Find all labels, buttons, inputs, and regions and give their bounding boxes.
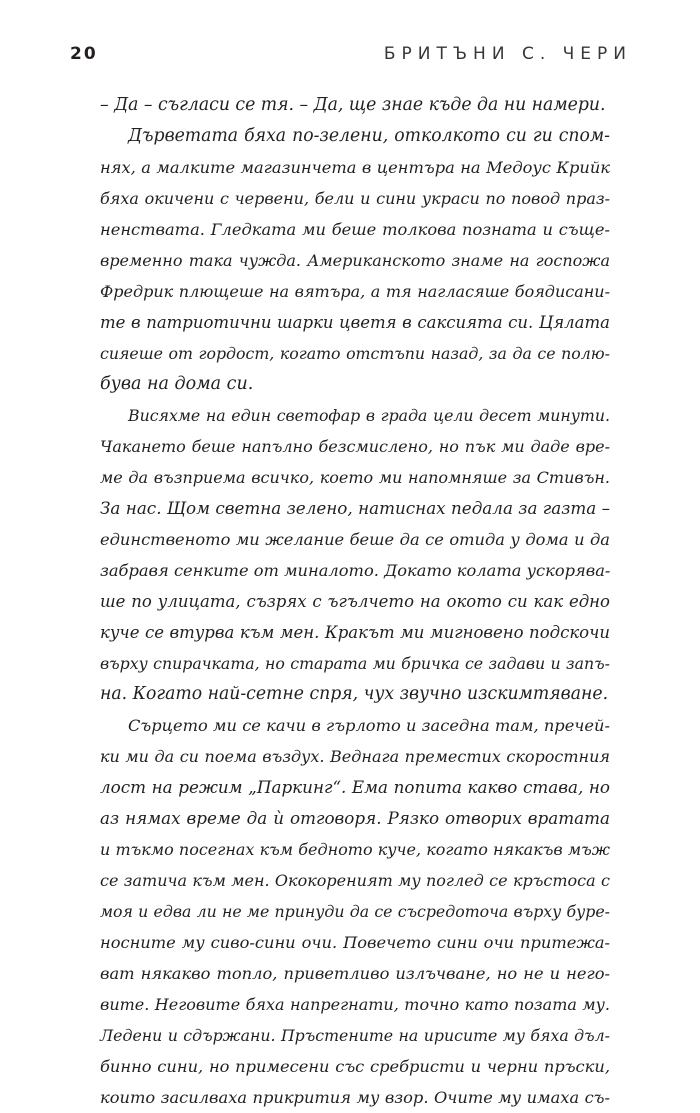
text-line: временно така чужда. Американското знаме на госпожа — [100, 251, 610, 270]
text-line: нях, а малките магазинчета в центъра на Медоус Крийк — [100, 158, 610, 177]
text-line: на. Когато най-сетне спря, чух звучно изскимтяване. — [100, 684, 609, 704]
text-line: те в патриотични шарки цветя в саксията си. Цялата — [100, 313, 610, 332]
text-line: носните му сиво-сини очи. Повечето сини очи притежа- — [100, 933, 610, 952]
text-line: бинно сини, но примесени със сребристи и черни пръски, — [100, 1057, 610, 1076]
text-line: бяха окичени с червени, бели и сини украси по повод праз- — [100, 189, 610, 208]
body-text — [100, 90, 610, 1113]
text-line: върху спирачката, но старата ми бричка се задави и запъ- — [100, 654, 610, 673]
page-number: 20 — [70, 44, 98, 64]
text-line: бува на дома си. — [100, 374, 254, 394]
text-line: вите. Неговите бяха напрегнати, точно като позата му. — [100, 995, 610, 1014]
text-line: сияеше от гордост, когато отстъпи назад, за да се полю- — [100, 344, 610, 363]
text-line: куче се втурва към мен. Кракът ми мигновено подскочи — [100, 623, 610, 642]
text-line: забравя сенките от миналото. Докато колата ускорява- — [100, 561, 611, 580]
page-header — [70, 44, 632, 72]
running-head-author: БРИТЪНИ С. ЧЕРИ — [383, 44, 632, 64]
text-line: и тъкмо посегнах към бедното куче, когато някакъв мъж — [100, 840, 610, 859]
text-line: Фредрик плющеше на вятъра, а тя нагласяше боядисани- — [100, 282, 610, 301]
text-line: лост на режим „Паркинг“. Ема попита какво става, но — [100, 777, 610, 797]
text-line: ват някакво топло, приветливо излъчване, но не и него- — [100, 964, 610, 983]
text-line: ме да възприема всичко, което ми напомняше за Стивън. — [100, 468, 610, 487]
text-line: които засилваха прикрития му взор. Очите му имаха съ- — [100, 1088, 610, 1107]
text-line: ки ми да си поема въздух. Веднага преместих скоростния — [100, 747, 610, 766]
text-line: Чакането беше напълно безсмислено, но пък ми даде вре- — [100, 437, 610, 456]
text-line: Сърцето ми се качи в гърлото и заседна там, пречей- — [128, 716, 610, 735]
text-line: – Да – съгласи се тя. – Да, ще знае къде да ни намери. — [100, 95, 606, 115]
text-line: единственото ми желание беше да се отида у дома и да — [100, 530, 610, 549]
text-line: Висяхме на един светофар в града цели десет минути. — [128, 406, 610, 425]
text-line: Ледени и сдържани. Пръстените на ирисите му бяха дъл- — [100, 1026, 610, 1045]
text-line: моя и едва ли не ме принуди да се съсредоточа върху буре- — [100, 902, 610, 921]
text-line: ненствата. Гледката ми беше толкова позната и същe- — [100, 220, 610, 239]
text-line: Дърветата бяха по-зелени, отколкото си ги спом- — [128, 126, 610, 146]
text-line: За нас. Щом светна зелено, натиснах педала за газта – — [100, 498, 610, 518]
text-line: аз нямах време да ѝ отговоря. Рязко отворих вратата — [100, 808, 610, 828]
text-line: ше по улицата, съзрях с ъгълчето на окото си как едно — [100, 592, 610, 611]
text-line: се затича към мен. Ококореният му поглед се кръстоса с — [100, 871, 610, 890]
